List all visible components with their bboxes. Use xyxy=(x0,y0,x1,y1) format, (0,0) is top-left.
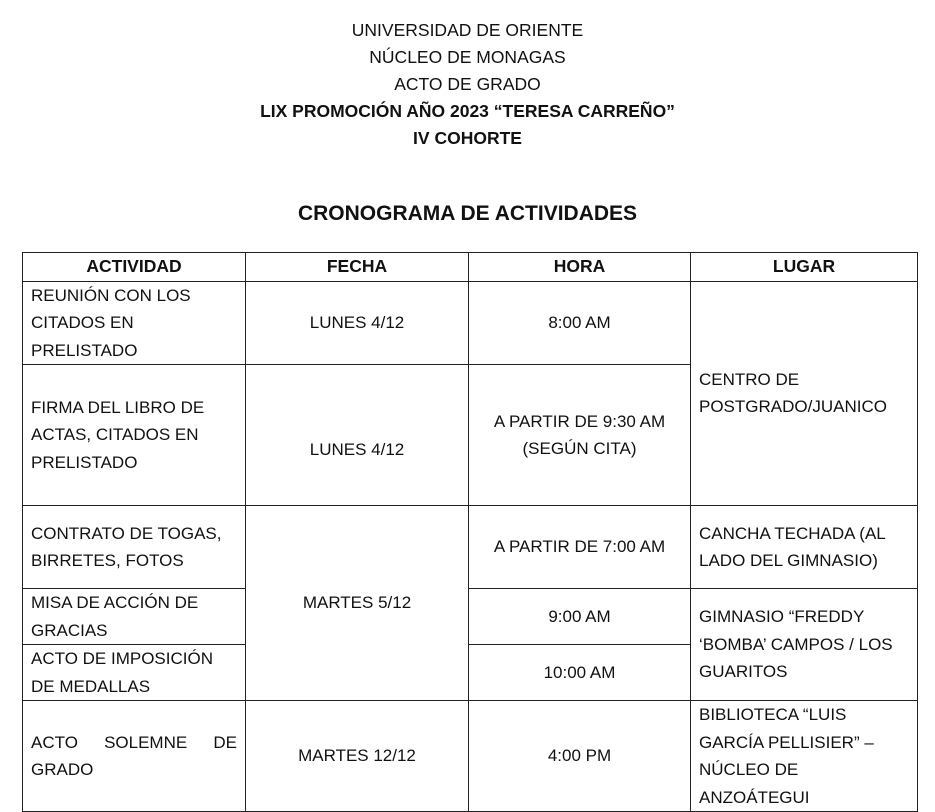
hora-cell: 8:00 AM xyxy=(469,281,691,365)
fecha-cell: MARTES 5/12 xyxy=(246,506,469,701)
hora-cell: 10:00 AM xyxy=(469,645,691,701)
cohort-name: IV COHORTE xyxy=(413,128,522,148)
hora-cell: 9:00 AM xyxy=(469,589,691,645)
actividad-cell: REUNIÓN CON LOS CITADOS EN PRELISTADO xyxy=(23,281,246,365)
document-header xyxy=(0,17,935,152)
actividad-cell: ACTO DE IMPOSICIÓN DE MEDALLAS xyxy=(23,645,246,701)
hora-cell: A PARTIR DE 7:00 AM xyxy=(469,506,691,589)
actividad-line-2: GRADO xyxy=(31,760,94,779)
header-lugar: LUGAR xyxy=(691,253,918,282)
table-row xyxy=(23,589,918,645)
campus-name: NÚCLEO DE MONAGAS xyxy=(369,47,566,67)
actividad-line-1: ACTO SOLEMNE DE xyxy=(31,732,237,752)
lugar-cell: CANCHA TECHADA (AL LADO DEL GIMNASIO) xyxy=(691,506,918,589)
lugar-cell: CENTRO DE POSTGRADO/JUANICO xyxy=(691,281,918,506)
promotion-name: LIX PROMOCIÓN AÑO 2023 “TERESA CARREÑO” xyxy=(260,101,675,121)
lugar-cell: GIMNASIO “FREDDY ‘BOMBA’ CAMPOS / LOS GUARITOS xyxy=(691,589,918,701)
hora-cell: A PARTIR DE 9:30 AM (SEGÚN CITA) xyxy=(469,365,691,506)
actividad-cell: MISA DE ACCIÓN DE GRACIAS xyxy=(23,589,246,645)
header-actividad: ACTIVIDAD xyxy=(23,253,246,282)
event-name: ACTO DE GRADO xyxy=(394,74,541,94)
actividad-cell: CONTRATO DE TOGAS, BIRRETES, FOTOS xyxy=(23,506,246,589)
table-header-row xyxy=(23,253,918,282)
header-hora: HORA xyxy=(469,253,691,282)
fecha-cell: MARTES 12/12 xyxy=(246,701,469,812)
university-name: UNIVERSIDAD DE ORIENTE xyxy=(351,20,584,40)
table-row xyxy=(23,281,918,365)
schedule-title: CRONOGRAMA DE ACTIVIDADES xyxy=(297,202,638,225)
header-fecha: FECHA xyxy=(246,253,469,282)
hora-cell: 4:00 PM xyxy=(469,701,691,812)
fecha-cell: LUNES 4/12 xyxy=(246,365,469,506)
table-row xyxy=(23,506,918,589)
schedule-table xyxy=(22,252,918,812)
lugar-cell: BIBLIOTECA “LUIS GARCÍA PELLISIER” – NÚCLEO DE ANZOÁTEGUI xyxy=(691,701,918,812)
fecha-cell: LUNES 4/12 xyxy=(246,281,469,365)
actividad-cell: FIRMA DEL LIBRO DE ACTAS, CITADOS EN PRELISTADO xyxy=(23,365,246,506)
